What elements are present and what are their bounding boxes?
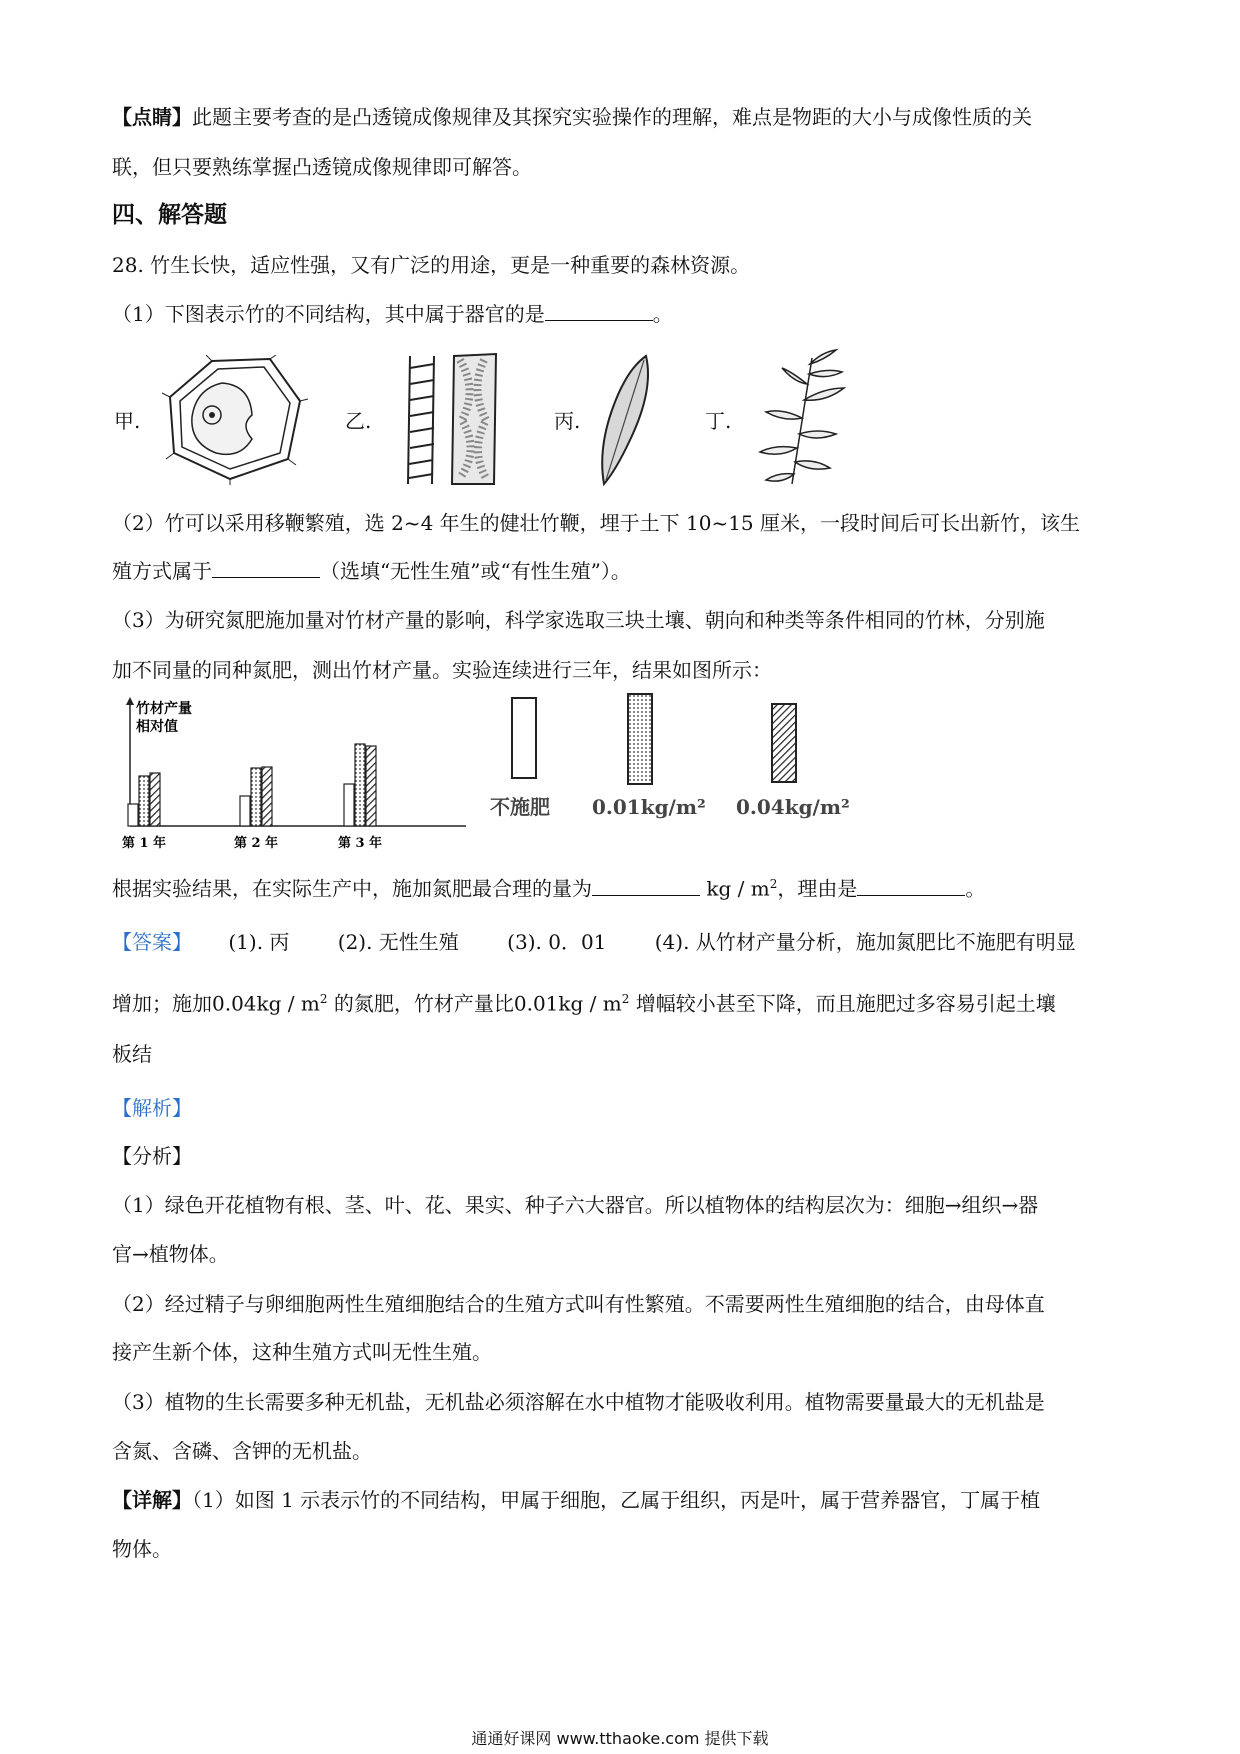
dianjing-text-2: 联，但只要熟练掌握凸透镜成像规律即可解答。 bbox=[112, 155, 532, 179]
answer-text-c: 增幅较小甚至下降，而且施肥过多容易引起土壤 bbox=[629, 991, 1056, 1016]
conclusion-text-a: 根据实验结果，在实际生产中，施加氮肥最合理的量为 bbox=[112, 876, 592, 901]
answer-text-b: 的氮肥，竹材产量比0.01kg / m bbox=[327, 991, 622, 1016]
legend-swatch-001 bbox=[628, 694, 652, 784]
chart-legend bbox=[480, 690, 870, 840]
legend-label-004: 0.04kg/m² bbox=[736, 795, 850, 819]
leaf-drawing bbox=[590, 350, 660, 490]
bar-2-1 bbox=[240, 796, 250, 826]
fenxi-p1-line-1: （1）绿色开花植物有根、茎、叶、花、果实、种子六大器官。所以植物体的结构层次为：细胞→组织→器 bbox=[112, 1193, 1039, 1217]
part2-line-1: （2）竹可以采用移鞭繁殖，选 2~4 年生的健壮竹鞭，埋于土下 10~15 厘米，一段时间后可长出新竹，该生 bbox=[112, 511, 1081, 535]
figure-label-yi: 乙. bbox=[345, 409, 372, 433]
fenxi-p3-line-2: 含氮、含磷、含钾的无机盐。 bbox=[112, 1439, 372, 1463]
part3-line-2: 加不同量的同种氮肥，测出竹材产量。实验连续进行三年，结果如图所示： bbox=[112, 658, 772, 682]
bamboo-plant-drawing bbox=[752, 348, 852, 488]
xiangjie-line-2: 物体。 bbox=[112, 1537, 172, 1561]
conclusion-line bbox=[112, 870, 985, 903]
part1-text: （1）下图表示竹的不同结构，其中属于器官的是 bbox=[112, 302, 545, 326]
conclusion-unit-sup: 2 bbox=[769, 877, 778, 891]
bar-3-3 bbox=[366, 746, 376, 826]
bar-1-1 bbox=[128, 804, 138, 826]
chart-ylabel-2: 相对值 bbox=[136, 719, 178, 735]
answer-item-3: (3). 0．01 bbox=[507, 930, 607, 954]
bar-2-3 bbox=[262, 767, 272, 826]
legend-label-no-fertilizer: 不施肥 bbox=[490, 795, 550, 819]
jiexi-tag: 【解析】 bbox=[112, 1096, 192, 1120]
conclusion-blank-2 bbox=[857, 875, 965, 896]
dianjing-text-1: 此题主要考查的是凸透镜成像规律及其探究实验操作的理解，难点是物距的大小与成像性质的关 bbox=[192, 105, 1032, 129]
bar-1-2 bbox=[139, 776, 149, 826]
part1-blank bbox=[545, 300, 653, 321]
question-stem: 28. 竹生长快，适应性强，又有广泛的用途，更是一种重要的森林资源。 bbox=[112, 253, 751, 277]
section-title: 四、解答题 bbox=[112, 201, 227, 228]
tissue-drawing bbox=[398, 350, 518, 488]
chart-x-label-2: 第 2 年 bbox=[233, 836, 279, 851]
part2-blank bbox=[212, 557, 320, 578]
conclusion-end: 。 bbox=[965, 876, 986, 901]
conclusion-text-b: ，理由是 bbox=[777, 876, 858, 901]
answer-line-3: 板结 bbox=[112, 1042, 152, 1066]
xiangjie-line-1 bbox=[112, 1486, 1040, 1514]
part2-line-2 bbox=[112, 557, 631, 585]
question-part1 bbox=[112, 300, 673, 328]
answer-item-2: (2). 无性生殖 bbox=[337, 930, 459, 954]
answer-sup-2: 2 bbox=[621, 992, 630, 1006]
bar-1-3 bbox=[150, 773, 160, 826]
answer-line-1 bbox=[112, 928, 1076, 956]
dianjing-tag: 【点睛】 bbox=[112, 105, 192, 129]
xiangjie-tag: 【详解】 bbox=[112, 1488, 192, 1512]
answer-item-1: (1). 丙 bbox=[228, 930, 290, 954]
fenxi-p2-line-2: 接产生新个体，这种生殖方式叫无性生殖。 bbox=[112, 1340, 492, 1364]
legend-swatch-no-fertilizer bbox=[512, 698, 536, 778]
answer-sup-1: 2 bbox=[319, 992, 328, 1006]
bar-3-2 bbox=[355, 744, 365, 826]
part3-line-1: （3）为研究氮肥施加量对竹材产量的影响，科学家选取三块土壤、朝向和种类等条件相同的竹林，分别施 bbox=[112, 608, 1045, 632]
yield-bar-chart bbox=[110, 695, 470, 855]
chart-x-label-3: 第 3 年 bbox=[337, 836, 383, 851]
fenxi-p2-line-1: （2）经过精子与卵细胞两性生殖细胞结合的生殖方式叫有性繁殖。不需要两性生殖细胞的结合，由母体直 bbox=[112, 1292, 1045, 1316]
cell-drawing bbox=[160, 355, 310, 485]
xiangjie-text-1: （1）如图 1 示表示竹的不同结构，甲属于细胞，乙属于组织，丙是叶，属于营养器官，丁属于植 bbox=[192, 1488, 1041, 1512]
fenxi-p3-line-1: （3）植物的生长需要多种无机盐，无机盐必须溶解在水中植物才能吸收利用。植物需要量最大的无机盐是 bbox=[112, 1390, 1045, 1414]
figure-label-bing: 丙. bbox=[554, 409, 581, 433]
part1-end: 。 bbox=[652, 302, 673, 326]
conclusion-unit: kg / m bbox=[706, 876, 770, 901]
chart-ylabel-1: 竹材产量 bbox=[136, 701, 192, 717]
chart-x-label-1: 第 1 年 bbox=[121, 836, 167, 851]
answer-item-4: (4). 从竹材产量分析，施加氮肥比不施肥有明显 bbox=[654, 930, 1076, 954]
legend-label-001: 0.01kg/m² bbox=[592, 795, 706, 819]
figure-label-jia: 甲. bbox=[114, 409, 141, 433]
page-footer: 通通好课网 www.tthaoke.com 提供下载 bbox=[471, 1729, 769, 1748]
figure-label-ding: 丁. bbox=[705, 409, 732, 433]
dianjing-line-1 bbox=[112, 103, 1032, 131]
fenxi-tag: 【分析】 bbox=[112, 1144, 192, 1168]
answer-line-2 bbox=[112, 985, 1056, 1018]
legend-swatch-004 bbox=[772, 704, 796, 782]
answer-tag: 【答案】 bbox=[112, 930, 192, 954]
part2-text-b: （选填“无性生殖”或“有性生殖”）。 bbox=[320, 559, 631, 583]
conclusion-blank-1 bbox=[592, 875, 700, 896]
chart-y-arrow bbox=[126, 697, 134, 705]
bar-2-2 bbox=[251, 768, 261, 826]
bar-3-1 bbox=[344, 784, 354, 826]
answer-text-a: 增加；施加0.04kg / m bbox=[112, 991, 320, 1016]
fenxi-p1-line-2: 官→植物体。 bbox=[112, 1242, 229, 1266]
part2-text-a: 殖方式属于 bbox=[112, 559, 212, 583]
